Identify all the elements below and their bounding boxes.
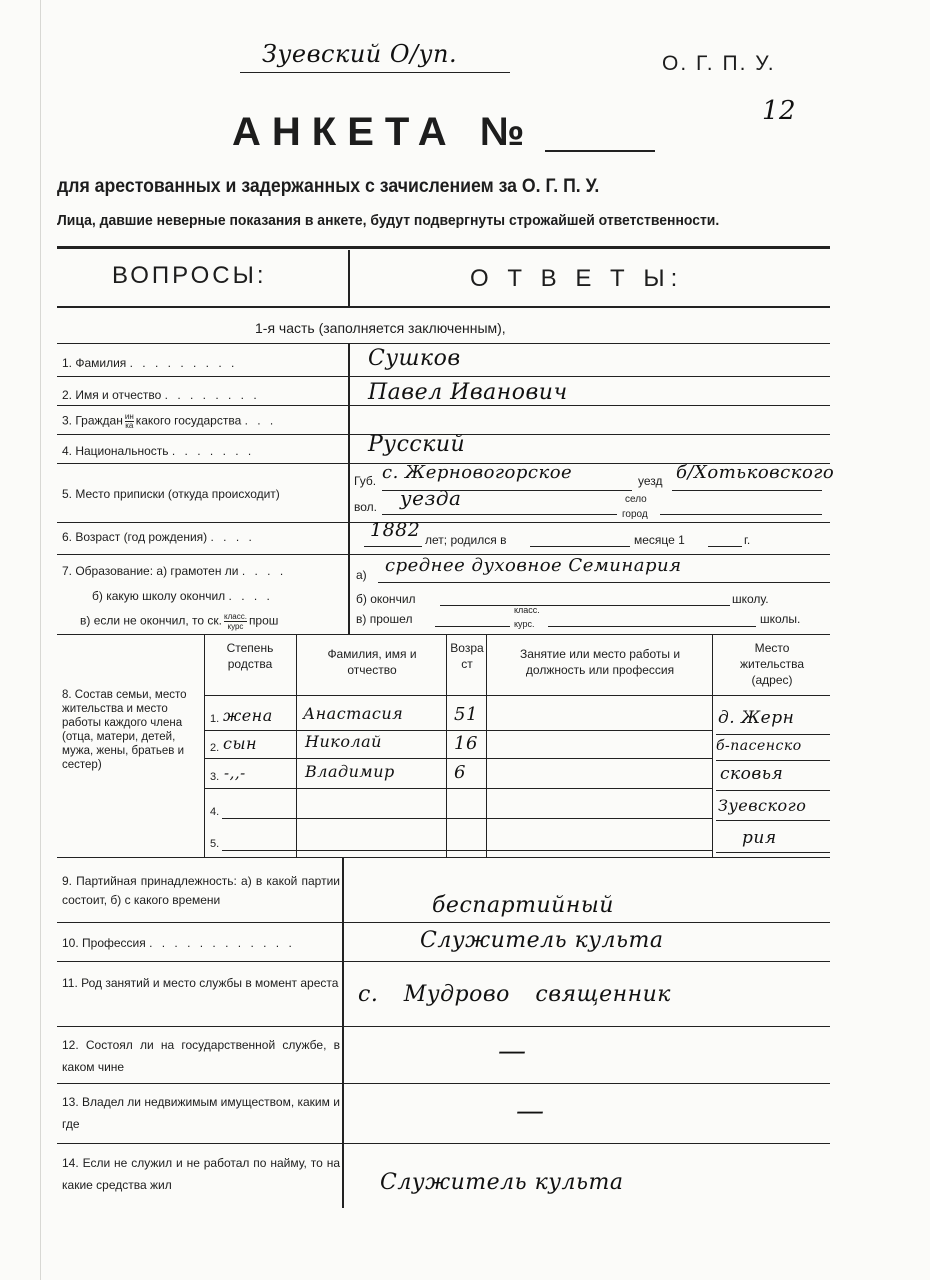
q8-row3-line [204, 788, 712, 789]
q8-residence-2: б-пасенско [716, 738, 802, 754]
q2-rule [57, 405, 830, 406]
q7-dots-a: . . . . [241, 564, 287, 578]
q8-header-job: Занятие или место работы и должность или профессия [519, 647, 681, 677]
q8-header-rule [204, 695, 830, 696]
q4-text: 4. Национальность [62, 444, 169, 458]
q8-row4-line-b [296, 818, 712, 819]
q7-ans-c-prefix: в) прошел [356, 612, 413, 626]
q7-text-b: б) какую школу окончил [92, 589, 226, 603]
part1-caption: 1-я часть (заполняется заключенным), [255, 320, 506, 336]
q8-res-line2 [716, 760, 830, 761]
main-divider-bottom [342, 858, 344, 1208]
q5-uezd: уезд [638, 474, 663, 488]
q8-header-residence: Место жительства (адрес) [739, 641, 805, 687]
q8-col-job [712, 635, 713, 857]
q7-ans-b-prefix: б) окончил [356, 592, 416, 606]
q7-label-c [80, 612, 278, 631]
q7-prosh: прош [248, 613, 279, 628]
q8-res-line4 [716, 820, 830, 821]
q2-answer: Павел Иванович [368, 380, 568, 405]
q6-label [62, 530, 255, 544]
q7-label-a [62, 564, 286, 578]
q7-rule [57, 634, 830, 635]
q6-dots: . . . . [210, 530, 255, 544]
q13-rule [57, 1143, 830, 1144]
q10-dots: . . . . . . . . . . . . [149, 936, 295, 950]
q8-row3-name: Владимир [305, 762, 395, 781]
q3-text-a: 3. Граждан [62, 413, 123, 428]
q7-label-b [92, 589, 273, 603]
q8-row5-line [222, 850, 712, 851]
q8-residence-1: д. Жерн [718, 708, 795, 728]
department-underline [240, 72, 510, 73]
q8-header-age: Возраст [450, 641, 484, 671]
q11-answer: с. Мудрово священник [358, 982, 671, 1007]
q8-header-degree: Степень родства [226, 641, 274, 671]
q4-label [62, 444, 254, 458]
form-title: АНКЕТА № [232, 110, 536, 154]
form-number-line [545, 150, 655, 152]
q1-text: 1. Фамилия [62, 356, 127, 370]
q7-shkolu: школу. [732, 592, 769, 606]
q7-kurs2: курс. [514, 619, 535, 629]
q8-res-line5 [716, 852, 830, 853]
q10-text: 10. Профессия [62, 936, 146, 950]
questions-header: ВОПРОСЫ: [112, 262, 267, 289]
q7-klass: класс. [224, 612, 247, 621]
header-rule [57, 246, 830, 249]
page-number-handwritten: 12 [762, 96, 797, 126]
q1-answer: Сушков [368, 346, 461, 371]
q8-residence-5: рия [742, 828, 777, 848]
q6-text: 6. Возраст (год рождения) [62, 530, 208, 544]
q5-gorod: город [622, 509, 648, 520]
q8-row1-n: 1. [210, 713, 220, 725]
q1-dots: . . . . . . . . . [129, 356, 238, 370]
q8-row1-degree: жена [223, 706, 273, 725]
q5-gub: Губ. [354, 474, 377, 488]
q8-row5-n: 5. [210, 838, 220, 850]
q4-dots: . . . . . . . [171, 444, 255, 458]
agency-label: О. Г. П. У. [662, 52, 776, 75]
q8-row1-line [204, 730, 712, 731]
q5-answer-village: с. Жерновогорское [382, 462, 573, 483]
q3-text-b: какого государства [135, 413, 242, 428]
header-divider [348, 250, 350, 306]
q5-vol-line [382, 514, 617, 515]
q5-uezd-line [672, 490, 822, 491]
q7-shkoly: школы. [760, 612, 801, 626]
q13-label: 13. Владел ли недвижимым имуществом, каким и где [62, 1095, 340, 1131]
q7-klass2: класс. [514, 605, 540, 615]
q3-in: ин [124, 412, 134, 421]
q3-dots: . . . [244, 413, 277, 428]
q8-row3-age: 6 [454, 762, 466, 783]
q8-row3-n: 3. [210, 771, 220, 783]
q10-label [62, 936, 295, 950]
q14-label: 14. Если не служил и не работал по найму, то на какие средства жил [62, 1156, 340, 1192]
warning-text: Лица, давшие неверные показания в анкете, будут подвергнуты строжайшей ответственности. [57, 212, 720, 229]
q1-label [62, 356, 237, 370]
q13-answer: — [516, 1094, 545, 1127]
q7-b-line [440, 605, 730, 606]
q8-row1-age: 51 [454, 704, 478, 725]
q7-ans-a-prefix: а) [356, 568, 367, 582]
q8-col-age [486, 635, 487, 857]
q8-res-line3 [716, 790, 830, 791]
q5-answer-uezda: уезда [400, 486, 462, 510]
q8-rule [57, 857, 830, 858]
q7-text-c: в) если не окончил, то ск. [80, 613, 222, 628]
q8-row2-n: 2. [210, 742, 220, 754]
q6-answer-year: 1882 [370, 519, 421, 541]
q6-month-word: месяце 1 [634, 533, 685, 547]
q6-birth-line [530, 546, 630, 547]
q7-c-line1 [435, 626, 510, 627]
answers-header: О Т В Е Т Ы: [470, 265, 684, 292]
q8-row4-line-a [222, 818, 296, 819]
q8-col-left [204, 635, 205, 857]
subtitle: для арестованных и задержанных с зачислением за О. Г. П. У. [57, 176, 600, 197]
q1-rule [57, 376, 830, 377]
q8-label: 8. Состав семьи, место жительства и место работы каждого члена (отца, матери, детей, мужа, жены, братьев и сестер) [62, 689, 187, 771]
q8-res-line1 [716, 734, 830, 735]
q5-selo-line [660, 514, 822, 515]
q6-year2-line [708, 546, 742, 547]
department-handwritten: Зуевский О/уп. [262, 40, 458, 68]
q9-label: 9. Партийная принадлежность: а) в какой партии состоит, б) с какого времени [62, 874, 340, 907]
q7-c-line2 [548, 626, 756, 627]
q6-year-line [364, 546, 422, 547]
q2-label [62, 388, 260, 402]
q5-answer-uezd: б/Хотьковского [676, 462, 835, 483]
q7-text-a: 7. Образование: а) грамотен ли [62, 564, 239, 578]
q6-years-word: лет; родился в [425, 533, 507, 547]
q2-text: 2. Имя и отчество [62, 388, 162, 402]
q7-a-line [378, 582, 830, 583]
q9-rule [57, 922, 830, 923]
q6-g: г. [744, 533, 751, 547]
q3-fraction [125, 413, 134, 430]
q11-rule [57, 1026, 830, 1027]
q8-row2-degree: сын [223, 734, 258, 753]
q5-label: 5. Место приписки (откуда происходит) [62, 487, 280, 501]
q12-answer: — [498, 1034, 527, 1067]
q5-selo: село [625, 494, 647, 505]
q2-dots: . . . . . . . . [164, 388, 260, 402]
main-divider-top [348, 344, 350, 634]
q8-col-degree [296, 635, 297, 857]
q5-vol: вол. [354, 500, 377, 514]
q12-label: 12. Состоял ли на государственной службе, в каком чине [62, 1038, 340, 1074]
q4-answer: Русский [368, 432, 466, 457]
q7-answer-a: среднее духовное Семинария [385, 555, 682, 576]
q8-row2-age: 16 [454, 733, 478, 754]
q8-residence-3: сковья [720, 764, 784, 784]
q8-header-name: Фамилия, имя и отчество [327, 647, 417, 677]
q8-row3-degree: -,,- [224, 764, 246, 782]
columns-rule [57, 306, 830, 308]
part1-rule [57, 343, 830, 344]
q5-rule [57, 522, 830, 523]
q8-row2-line [204, 758, 712, 759]
q8-row4-n: 4. [210, 806, 220, 818]
q3-ka: ка [125, 421, 134, 430]
q7-dots-b: . . . . [228, 589, 273, 603]
q10-rule [57, 961, 830, 962]
q12-rule [57, 1083, 830, 1084]
q10-answer: Служитель культа [420, 928, 664, 953]
q11-label: 11. Род занятий и место службы в момент ареста [62, 976, 339, 990]
q7-kurs: курс [227, 622, 244, 631]
q14-answer: Служитель культа [380, 1170, 624, 1195]
q8-row1-name: Анастасия [303, 704, 404, 723]
q9-answer: беспартийный [432, 893, 614, 918]
q7-fraction [224, 612, 247, 631]
q3-label [62, 413, 276, 430]
q8-col-name [446, 635, 447, 857]
page-edge [40, 0, 41, 1280]
q8-row2-name: Николай [305, 732, 382, 751]
q8-residence-4: Зуевского [718, 796, 807, 815]
